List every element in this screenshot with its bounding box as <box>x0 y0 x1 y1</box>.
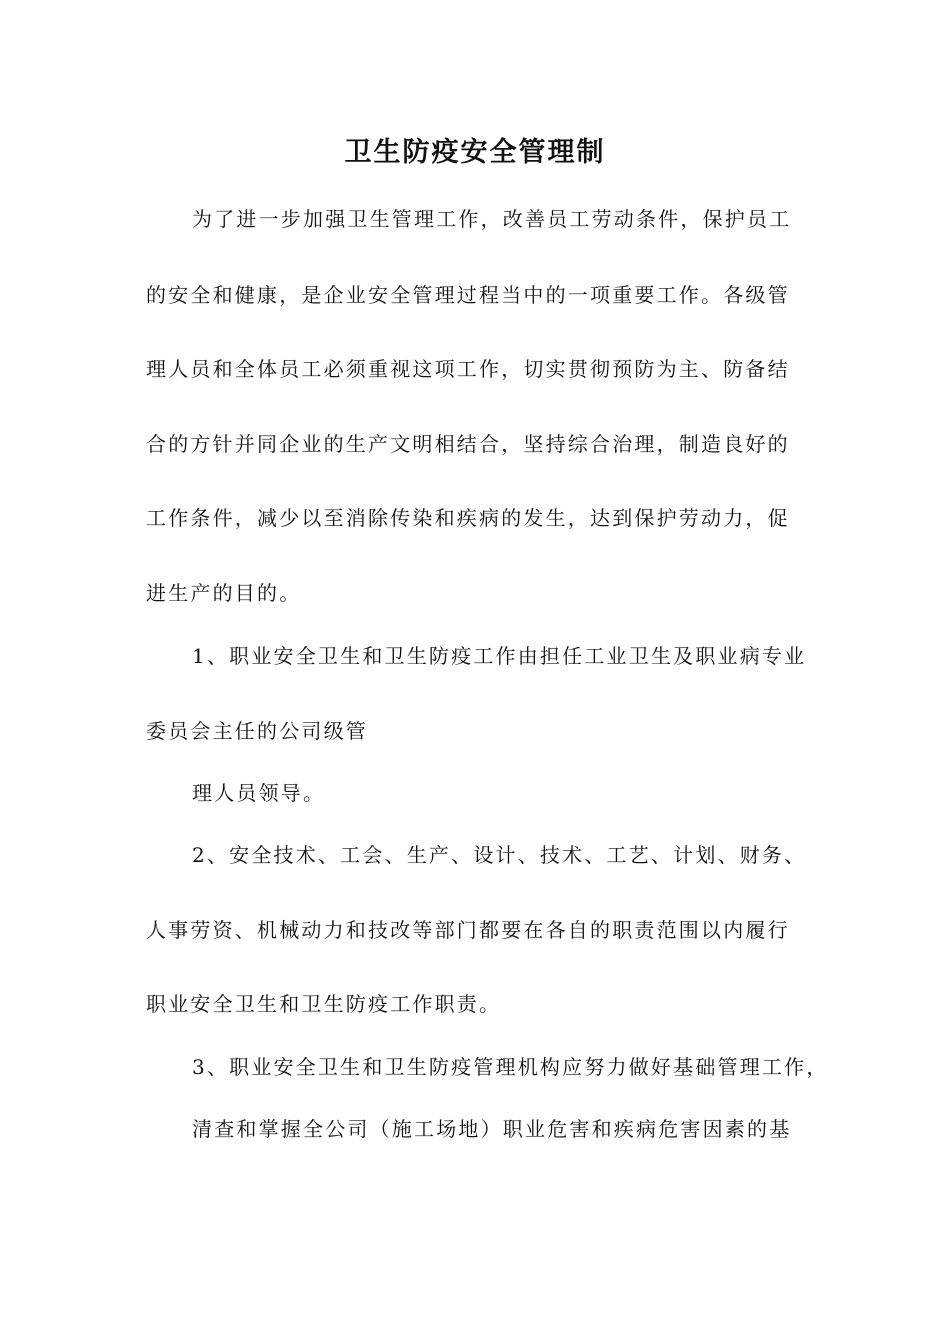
paragraph-line: 2、安全技术、工会、生产、设计、技术、工艺、计划、财务、 <box>192 843 807 867</box>
paragraph-line: 3、职业安全卫生和卫生防疫管理机构应努力做好基础管理工作， <box>192 1055 829 1079</box>
paragraph-line: 合的方针并同企业的生产文明相结合，坚持综合治理，制造良好的 <box>146 432 790 456</box>
paragraph-line: 理人员和全体员工必须重视这项工作，切实贯彻预防为主、防备结 <box>146 357 790 381</box>
paragraph-line: 进生产的目的。 <box>146 581 302 605</box>
paragraph-line: 的安全和健康，是企业安全管理过程当中的一项重要工作。各级管 <box>146 283 790 307</box>
paragraph-line: 1、职业安全卫生和卫生防疫工作由担任工业卫生及职业病专业 <box>192 644 807 668</box>
paragraph-line: 理人员领导。 <box>192 781 326 805</box>
paragraph-line: 工作条件，减少以至消除传染和疾病的发生，达到保护劳动力，促 <box>146 506 790 530</box>
paragraph-line: 人事劳资、机械动力和技改等部门都要在各自的职责范围以内履行 <box>146 918 790 942</box>
document-title: 卫生防疫安全管理制 <box>344 137 606 168</box>
paragraph-line: 为了进一步加强卫生管理工作，改善员工劳动条件，保护员工 <box>192 207 792 231</box>
paragraph-line: 委员会主任的公司级管 <box>146 719 368 743</box>
paragraph-line: 职业安全卫生和卫生防疫工作职责。 <box>146 992 502 1016</box>
paragraph-line: 清查和掌握全公司（施工场地）职业危害和疾病危害因素的基 <box>192 1117 792 1141</box>
